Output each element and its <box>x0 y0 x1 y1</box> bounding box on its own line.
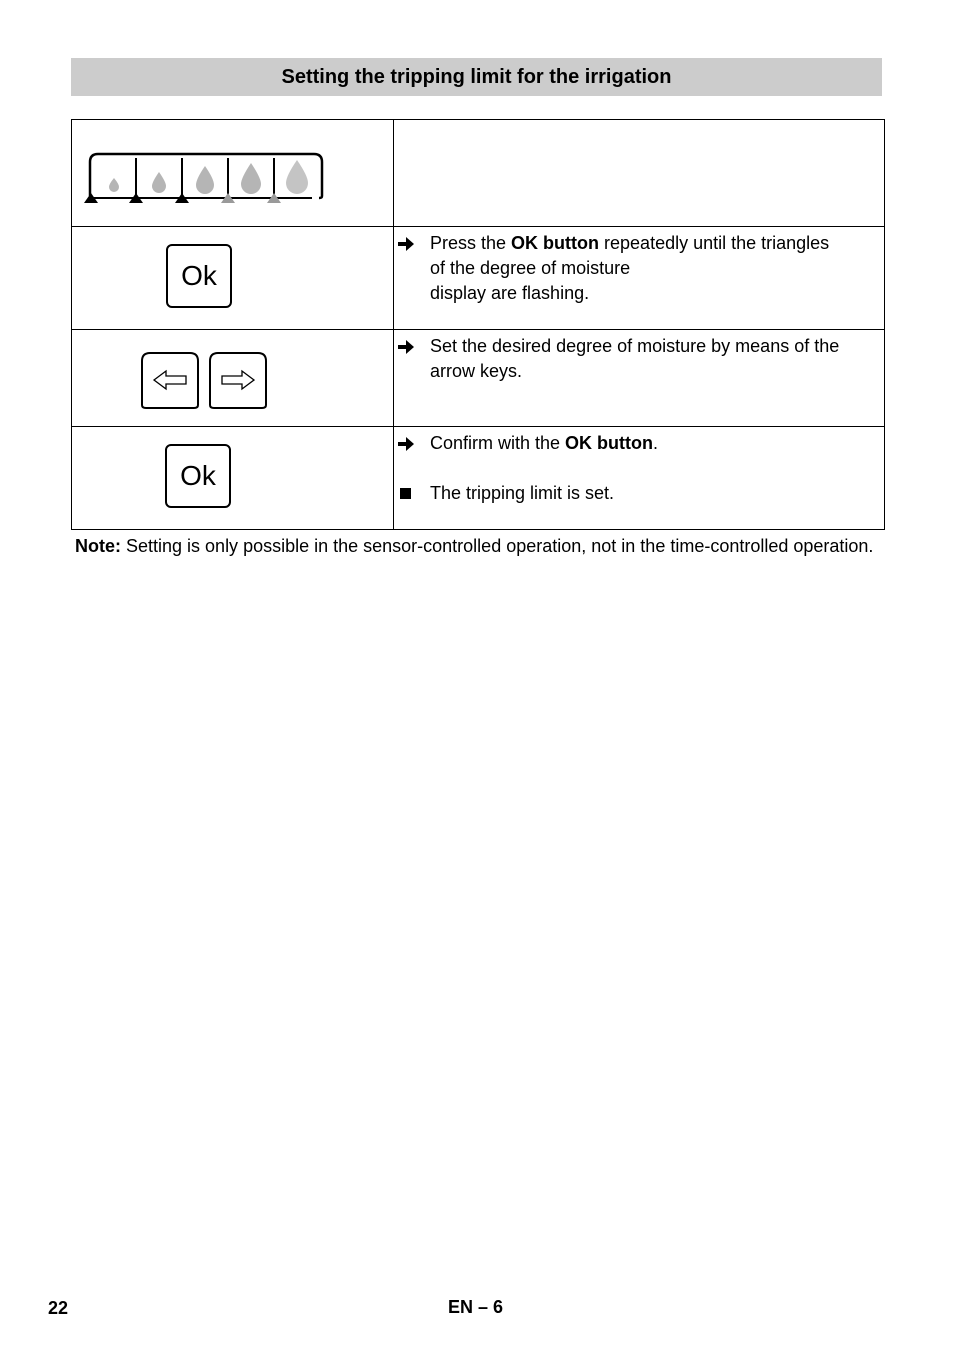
page-number: 22 <box>48 1298 69 1318</box>
icon-cell <box>72 427 394 530</box>
instruction-table <box>71 119 885 530</box>
ok-key-icon <box>165 444 231 508</box>
ok-button-reference: OK button <box>565 433 654 453</box>
arrow-keys-icon <box>140 351 270 411</box>
step-text: Press the OK button repeatedly until the triangles of the degree of moisture display are flashing. <box>430 233 830 303</box>
result-text: The tripping limit is set. <box>430 483 615 503</box>
arrow-right-icon <box>398 231 430 306</box>
text-cell <box>394 227 885 330</box>
table-row <box>72 227 885 330</box>
table-row <box>72 427 885 530</box>
text-cell <box>394 330 885 427</box>
square-bullet-icon <box>398 481 430 506</box>
note <box>75 534 887 559</box>
table-row <box>72 120 885 227</box>
ok-key-label: Ok <box>181 260 217 291</box>
ok-key-label: Ok <box>180 460 216 491</box>
icon-cell <box>72 120 394 227</box>
note-text: Setting is only possible in the sensor-controlled operation, not in the time-controlled operation. <box>121 536 874 556</box>
text-cell <box>394 427 885 530</box>
section-page-label: EN – 6 <box>448 1297 504 1317</box>
note-label: Note: <box>75 536 121 556</box>
step-text: Confirm with the OK button. <box>430 433 659 453</box>
step-text: Set the desired degree of moisture by means of the arrow keys. <box>430 336 840 381</box>
moisture-level-display-icon <box>82 152 342 212</box>
table-row <box>72 330 885 427</box>
ok-key-icon <box>166 244 232 308</box>
arrow-right-icon <box>398 431 430 456</box>
arrow-right-icon <box>398 334 430 384</box>
section-title: Setting the tripping limit for the irrigation <box>71 58 882 96</box>
icon-cell <box>72 227 394 330</box>
text-cell <box>394 120 885 227</box>
icon-cell <box>72 330 394 427</box>
ok-button-reference: OK button <box>511 233 600 253</box>
